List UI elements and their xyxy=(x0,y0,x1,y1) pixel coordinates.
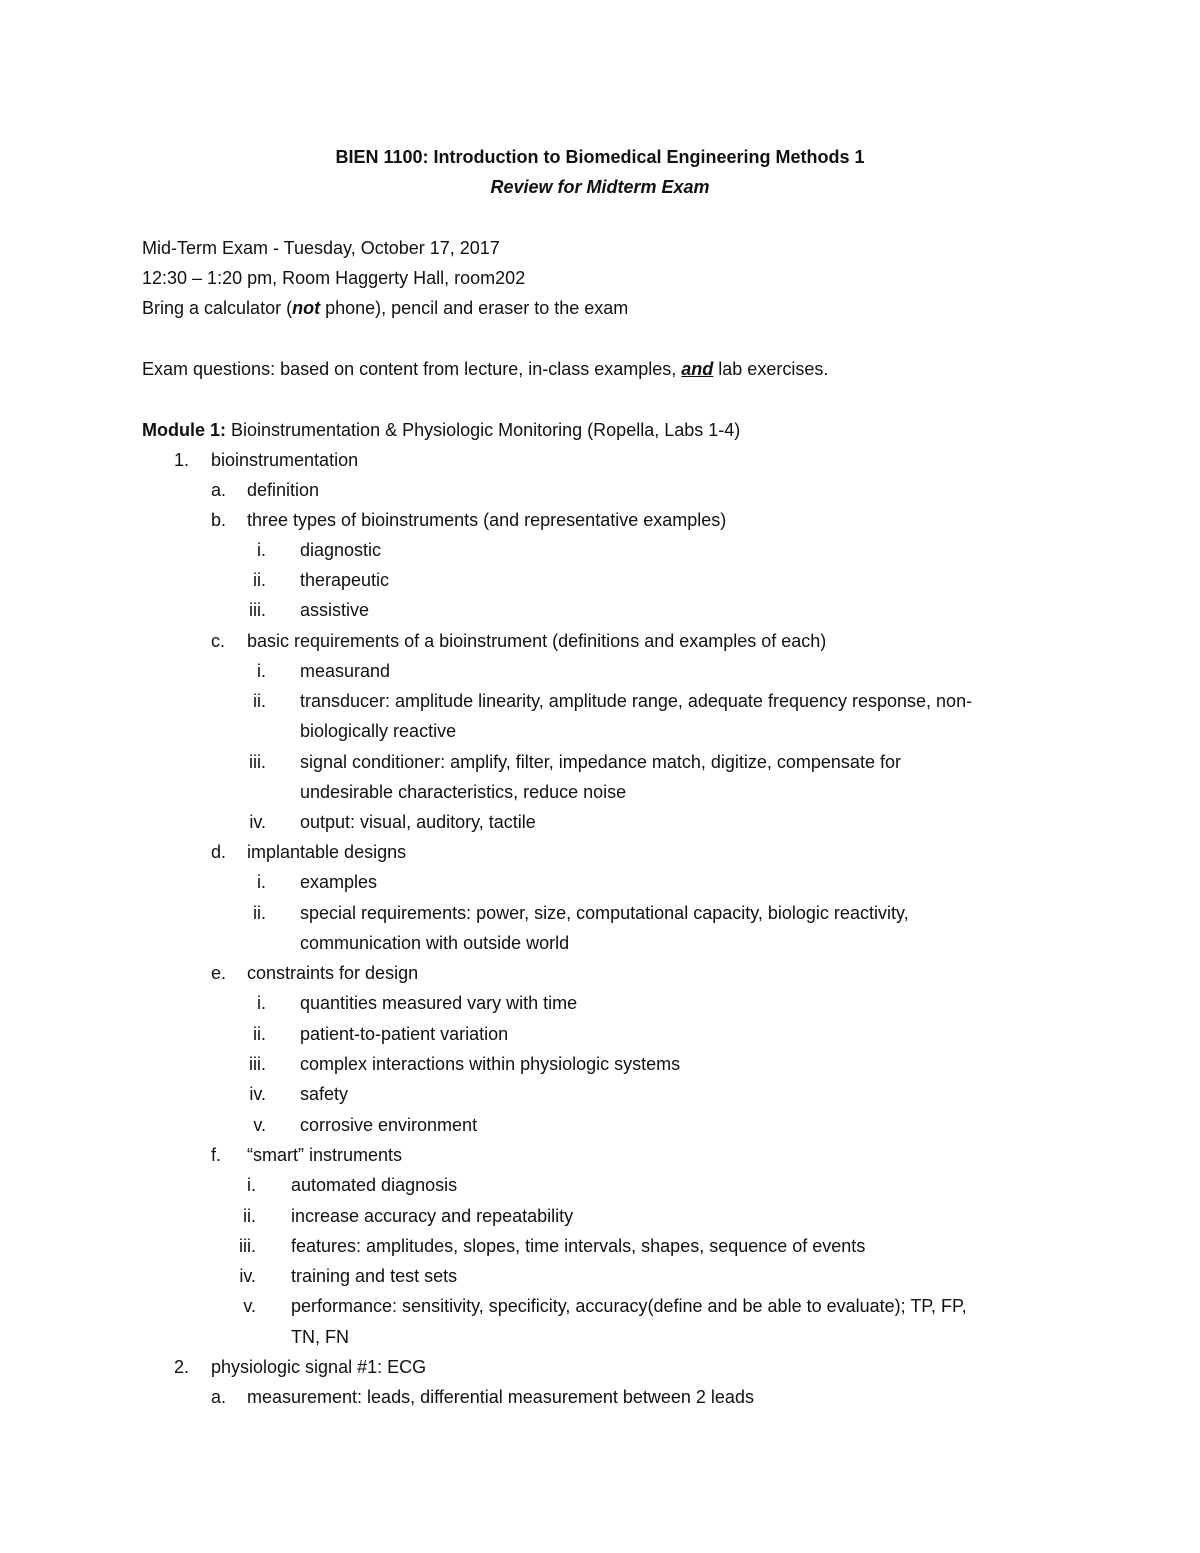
outline-item: “smart” instruments xyxy=(247,1145,403,1165)
outline-item: output: visual, auditory, tactile xyxy=(300,812,536,832)
outline-marker: iii. xyxy=(239,1236,256,1256)
outline-marker: ii. xyxy=(253,903,266,923)
outline-item: definition xyxy=(247,480,320,500)
outline-item: signal conditioner: amplify, filter, impedance match, digitize, compensate for xyxy=(300,752,901,772)
outline-item: three types of bioinstruments (and representative examples) xyxy=(247,510,727,530)
outline-item: assistive xyxy=(300,600,370,620)
outline-item-continuation: communication with outside world xyxy=(300,933,570,953)
outline-item: transducer: amplitude linearity, amplitude range, adequate frequency response, non- xyxy=(300,691,973,711)
outline-item: complex interactions within physiologic systems xyxy=(300,1054,681,1074)
bring-suffix: phone), pencil and eraser to the exam xyxy=(320,298,629,318)
outline-item-continuation: TN, FN xyxy=(291,1327,349,1347)
outline-marker: i. xyxy=(247,1175,256,1195)
document-title: BIEN 1100: Introduction to Biomedical Engineering Methods 1 xyxy=(335,147,865,167)
questions-suffix: lab exercises. xyxy=(713,359,829,379)
outline-marker: e. xyxy=(211,963,227,983)
outline-item: increase accuracy and repeatability xyxy=(291,1206,574,1226)
outline-item: safety xyxy=(300,1084,349,1104)
outline-item: implantable designs xyxy=(247,842,407,862)
exam-questions-line xyxy=(142,357,828,381)
bring-prefix: Bring a calculator ( xyxy=(142,298,293,318)
outline-marker: i. xyxy=(257,872,266,892)
outline-marker: a. xyxy=(211,480,227,500)
outline-marker: b. xyxy=(211,510,227,530)
outline-item: performance: sensitivity, specificity, accuracy(define and be able to evaluate); TP, FP, xyxy=(291,1296,967,1316)
outline-item: special requirements: power, size, computational capacity, biologic reactivity, xyxy=(300,903,909,923)
outline-marker: v. xyxy=(253,1115,266,1135)
module-title: Bioinstrumentation & Physiologic Monitoring (Ropella, Labs 1-4) xyxy=(226,420,741,440)
outline-item: bioinstrumentation xyxy=(211,450,359,470)
outline-item: constraints for design xyxy=(247,963,419,983)
outline-item: physiologic signal #1: ECG xyxy=(211,1357,427,1377)
outline-marker: d. xyxy=(211,842,227,862)
outline-marker: i. xyxy=(257,540,266,560)
outline-item: corrosive environment xyxy=(300,1115,478,1135)
outline-marker: i. xyxy=(257,993,266,1013)
outline-marker: 2. xyxy=(174,1357,190,1377)
outline-item: features: amplitudes, slopes, time intervals, shapes, sequence of events xyxy=(291,1236,866,1256)
outline-item: measurand xyxy=(300,661,391,681)
outline-item: examples xyxy=(300,872,378,892)
outline-marker: c. xyxy=(211,631,226,651)
outline-item: training and test sets xyxy=(291,1266,458,1286)
outline-marker: f. xyxy=(211,1145,222,1165)
outline-marker: ii. xyxy=(253,570,266,590)
outline-marker: ii. xyxy=(253,691,266,711)
questions-prefix: Exam questions: based on content from lecture, in-class examples, xyxy=(142,359,682,379)
outline-item: therapeutic xyxy=(300,570,390,590)
outline-marker: a. xyxy=(211,1387,227,1407)
outline-item-continuation: undesirable characteristics, reduce noise xyxy=(300,782,627,802)
exam-bring-line xyxy=(142,296,628,320)
module-label: Module 1: xyxy=(142,420,226,440)
bring-emphasis: not xyxy=(292,298,321,318)
outline-item: automated diagnosis xyxy=(291,1175,458,1195)
document-subtitle: Review for Midterm Exam xyxy=(490,177,710,197)
outline-item: quantities measured vary with time xyxy=(300,993,578,1013)
outline-marker: iv. xyxy=(249,1084,266,1104)
outline-marker: i. xyxy=(257,661,266,681)
outline-marker: 1. xyxy=(174,450,190,470)
module-heading xyxy=(142,418,740,442)
outline-marker: ii. xyxy=(243,1206,256,1226)
exam-date-line: Mid-Term Exam - Tuesday, October 17, 2017 xyxy=(142,238,500,258)
outline-marker: iii. xyxy=(249,600,266,620)
outline-item: measurement: leads, differential measurement between 2 leads xyxy=(247,1387,754,1407)
exam-time-line: 12:30 – 1:20 pm, Room Haggerty Hall, room202 xyxy=(142,268,526,288)
outline-marker: v. xyxy=(243,1296,256,1316)
outline-item: basic requirements of a bioinstrument (definitions and examples of each) xyxy=(247,631,827,651)
outline-marker: ii. xyxy=(253,1024,266,1044)
outline-marker: iii. xyxy=(249,752,266,772)
outline-marker: iii. xyxy=(249,1054,266,1074)
outline-item-continuation: biologically reactive xyxy=(300,721,457,741)
questions-emphasis: and xyxy=(681,359,714,379)
outline-item: diagnostic xyxy=(300,540,382,560)
outline-marker: iv. xyxy=(249,812,266,832)
outline-item: patient-to-patient variation xyxy=(300,1024,509,1044)
outline-marker: iv. xyxy=(239,1266,256,1286)
